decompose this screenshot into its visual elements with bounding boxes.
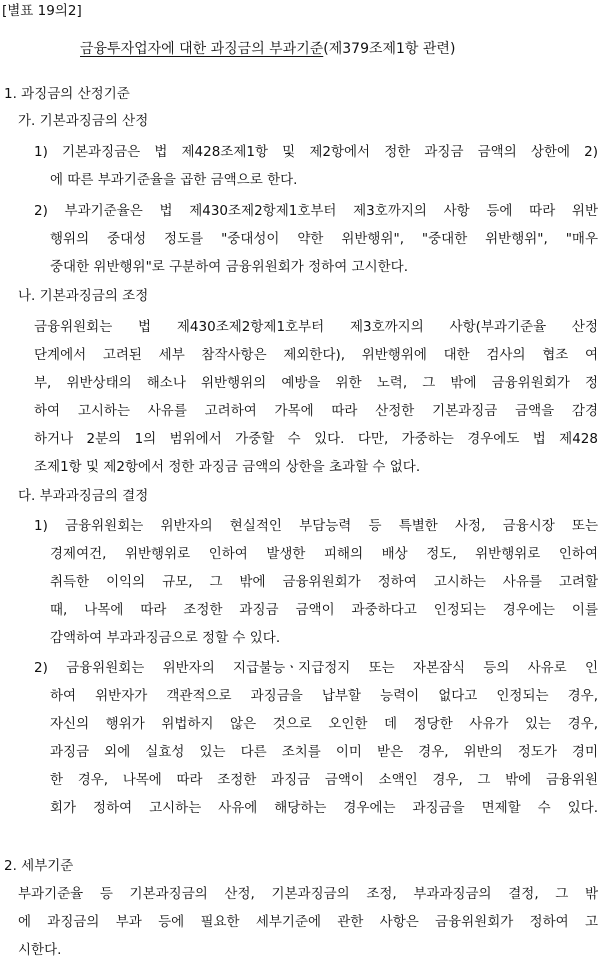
paragraph-line: 하거나 2분의 1의 범위에서 가중할 수 있다. 다만, 가중하는 경우에도 법 제428 — [34, 431, 598, 447]
paragraph-line: 회가 정하여 고시하는 사유에 해당하는 경우에는 과징금을 면제할 수 있다. — [50, 800, 598, 816]
paragraph-line: 부과기준율 등 기본과징금의 산정, 기본과징금의 조정, 부과과징금의 결정, 그 밖 — [18, 886, 598, 902]
paragraph-line: 1) 기본과징금은 법 제428조제1항 및 제2항에서 정한 과징금 금액의 상한에 2) — [34, 144, 598, 160]
paragraph-line: 하여 고시하는 사유를 고려하여 가목에 따라 산정한 기본과징금 금액을 감경 — [34, 403, 598, 419]
paragraph-line: 에 과징금의 부과 등에 필요한 세부기준에 관한 사항은 금융위원회가 정하여 고 — [18, 914, 598, 930]
subsection-heading: 다. 부과과징금의 결정 — [18, 488, 149, 504]
paragraph-line: 한 경우, 나목에 따라 조정한 과징금 금액이 소액인 경우, 그 밖에 금융위원 — [50, 772, 598, 788]
paragraph-line: 1) 금융위원회는 위반자의 현실적인 부담능력 등 특별한 사정, 금융시장 또는 — [34, 518, 598, 534]
document-title — [80, 40, 455, 58]
paragraph-line: 감액하여 부과과징금으로 정할 수 있다. — [50, 630, 281, 646]
annex-label: [별표 19의2] — [2, 3, 82, 19]
paragraph-line: 취득한 이익의 규모, 그 밖에 금융위원회가 정하여 고시하는 사유를 고려할 — [50, 574, 598, 590]
paragraph-line: 금융위원회는 법 제430조제2항제1호부터 제3호까지의 사항(부과기준율 산정 — [34, 319, 598, 335]
section-heading: 1. 과징금의 산정기준 — [4, 86, 130, 102]
paragraph-line: 때, 나목에 따라 조정한 과징금 금액이 과중하다고 인정되는 경우에는 이를 — [50, 602, 598, 618]
paragraph-line: 자신의 행위가 위법하지 않은 것으로 오인한 데 정당한 사유가 있는 경우, — [50, 716, 598, 732]
paragraph-line: 하여 위반자가 객관적으로 과징금을 납부할 능력이 없다고 인정되는 경우, — [50, 688, 598, 704]
section-heading: 2. 세부기준 — [4, 858, 74, 874]
title-suffix: (제379조제1항 관련) — [323, 41, 456, 57]
paragraph-line: 단계에서 고려된 세부 참작사항은 제외한다), 위반행위에 대한 검사의 협조 여 — [34, 347, 598, 363]
paragraph-line: 2) 금융위원회는 위반자의 지급불능ㆍ지급정지 또는 자본잠식 등의 사유로 인 — [34, 660, 598, 676]
paragraph-line: 부, 위반상태의 해소나 위반행위의 예방을 위한 노력, 그 밖에 금융위원회가 정 — [34, 375, 598, 391]
paragraph-line: 행위의 중대성 정도를 "중대성이 약한 위반행위", "중대한 위반행위", "매우 — [50, 231, 598, 247]
paragraph-line: 과징금 외에 실효성 있는 다른 조치를 이미 받은 경우, 위반의 정도가 경미 — [50, 744, 598, 760]
subsection-heading: 가. 기본과징금의 산정 — [18, 113, 149, 129]
paragraph-line: 조제1항 및 제2항에서 정한 과징금 금액의 상한을 초과할 수 없다. — [34, 459, 421, 475]
paragraph-line: 경제여건, 위반행위로 인하여 발생한 피해의 배상 정도, 위반행위로 인하여 — [50, 546, 598, 562]
subsection-heading: 나. 기본과징금의 조정 — [18, 288, 149, 304]
paragraph-line: 시한다. — [18, 942, 62, 958]
paragraph-line: 중대한 위반행위"로 구분하여 금융위원회가 정하여 고시한다. — [50, 259, 408, 275]
paragraph-line: 2) 부과기준율은 법 제430조제2항제1호부터 제3호까지의 사항 등에 따라 위반 — [34, 203, 598, 219]
title-main: 금융투자업자에 대한 과징금의 부과기준 — [80, 41, 324, 57]
paragraph-line: 에 따른 부과기준율을 곱한 금액으로 한다. — [50, 172, 298, 188]
